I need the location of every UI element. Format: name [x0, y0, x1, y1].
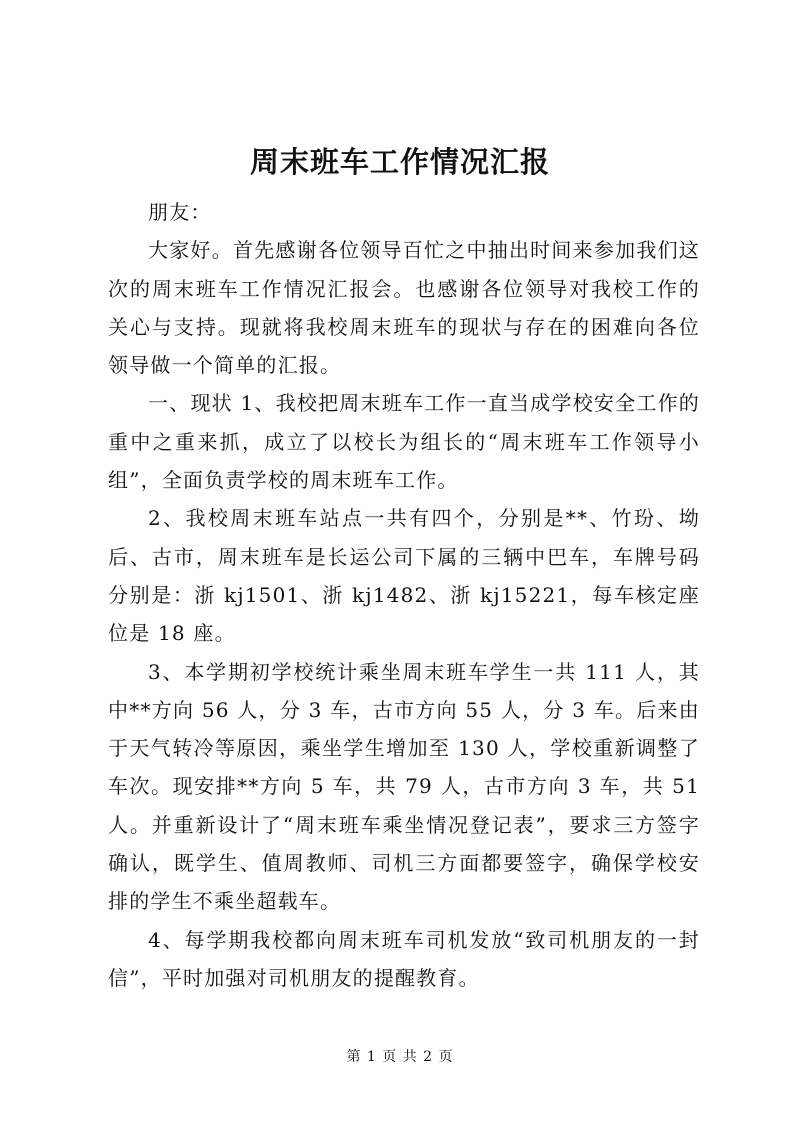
document-title: 周末班车工作情况汇报: [249, 145, 550, 179]
paragraph-status-1: 一、现状 1、我校把周末班车工作一直当成学校安全工作的重中之重来抓，成立了以校长为组长的“周末班车工作领导小组”，全面负责学校的周末班车工作。: [108, 391, 700, 493]
paragraph-intro: 大家好。首先感谢各位领导百忙之中抽出时间来参加我们这次的周末班车工作情况汇报会。也感谢各位领导对我校工作的关心与支持。现就将我校周末班车的现状与存在的困难向各位领导做一个简单的汇报。: [108, 238, 700, 378]
document-body: [108, 193, 700, 997]
paragraph-status-4: 4、每学期我校都向周末班车司机发放“致司机朋友的一封信”，平时加强对司机朋友的提醒教育。: [108, 927, 700, 990]
paragraph-status-2: 2、我校周末班车站点一共有四个，分别是**、竹玢、坳后、古市，周末班车是长运公司下属的三辆中巴车，车牌号码分别是：浙 kj1501、浙 kj1482、浙 kj15221，每车核定座位是 18 座。: [108, 506, 700, 646]
greeting: 朋友：: [148, 200, 212, 224]
paragraph-status-3: 3、本学期初学校统计乘坐周末班车学生一共 111 人，其中**方向 56 人，分 3 车，古市方向 55 人，分 3 车。后来由于天气转冷等原因，乘坐学生增加至 130 人，学校重新调整了车次。现安排**方向 5 车，共 79 人，古市方向 3 车，共 51 人。并重新设计了“周末班车乘坐情况登记表”，要求三方签字确认，既学生、值周教师、司机三方面都要签字，确保学校安排的学生不乘坐超载车。: [108, 659, 700, 914]
page-number-footer: 第 1 页 共 2 页: [346, 1049, 454, 1065]
